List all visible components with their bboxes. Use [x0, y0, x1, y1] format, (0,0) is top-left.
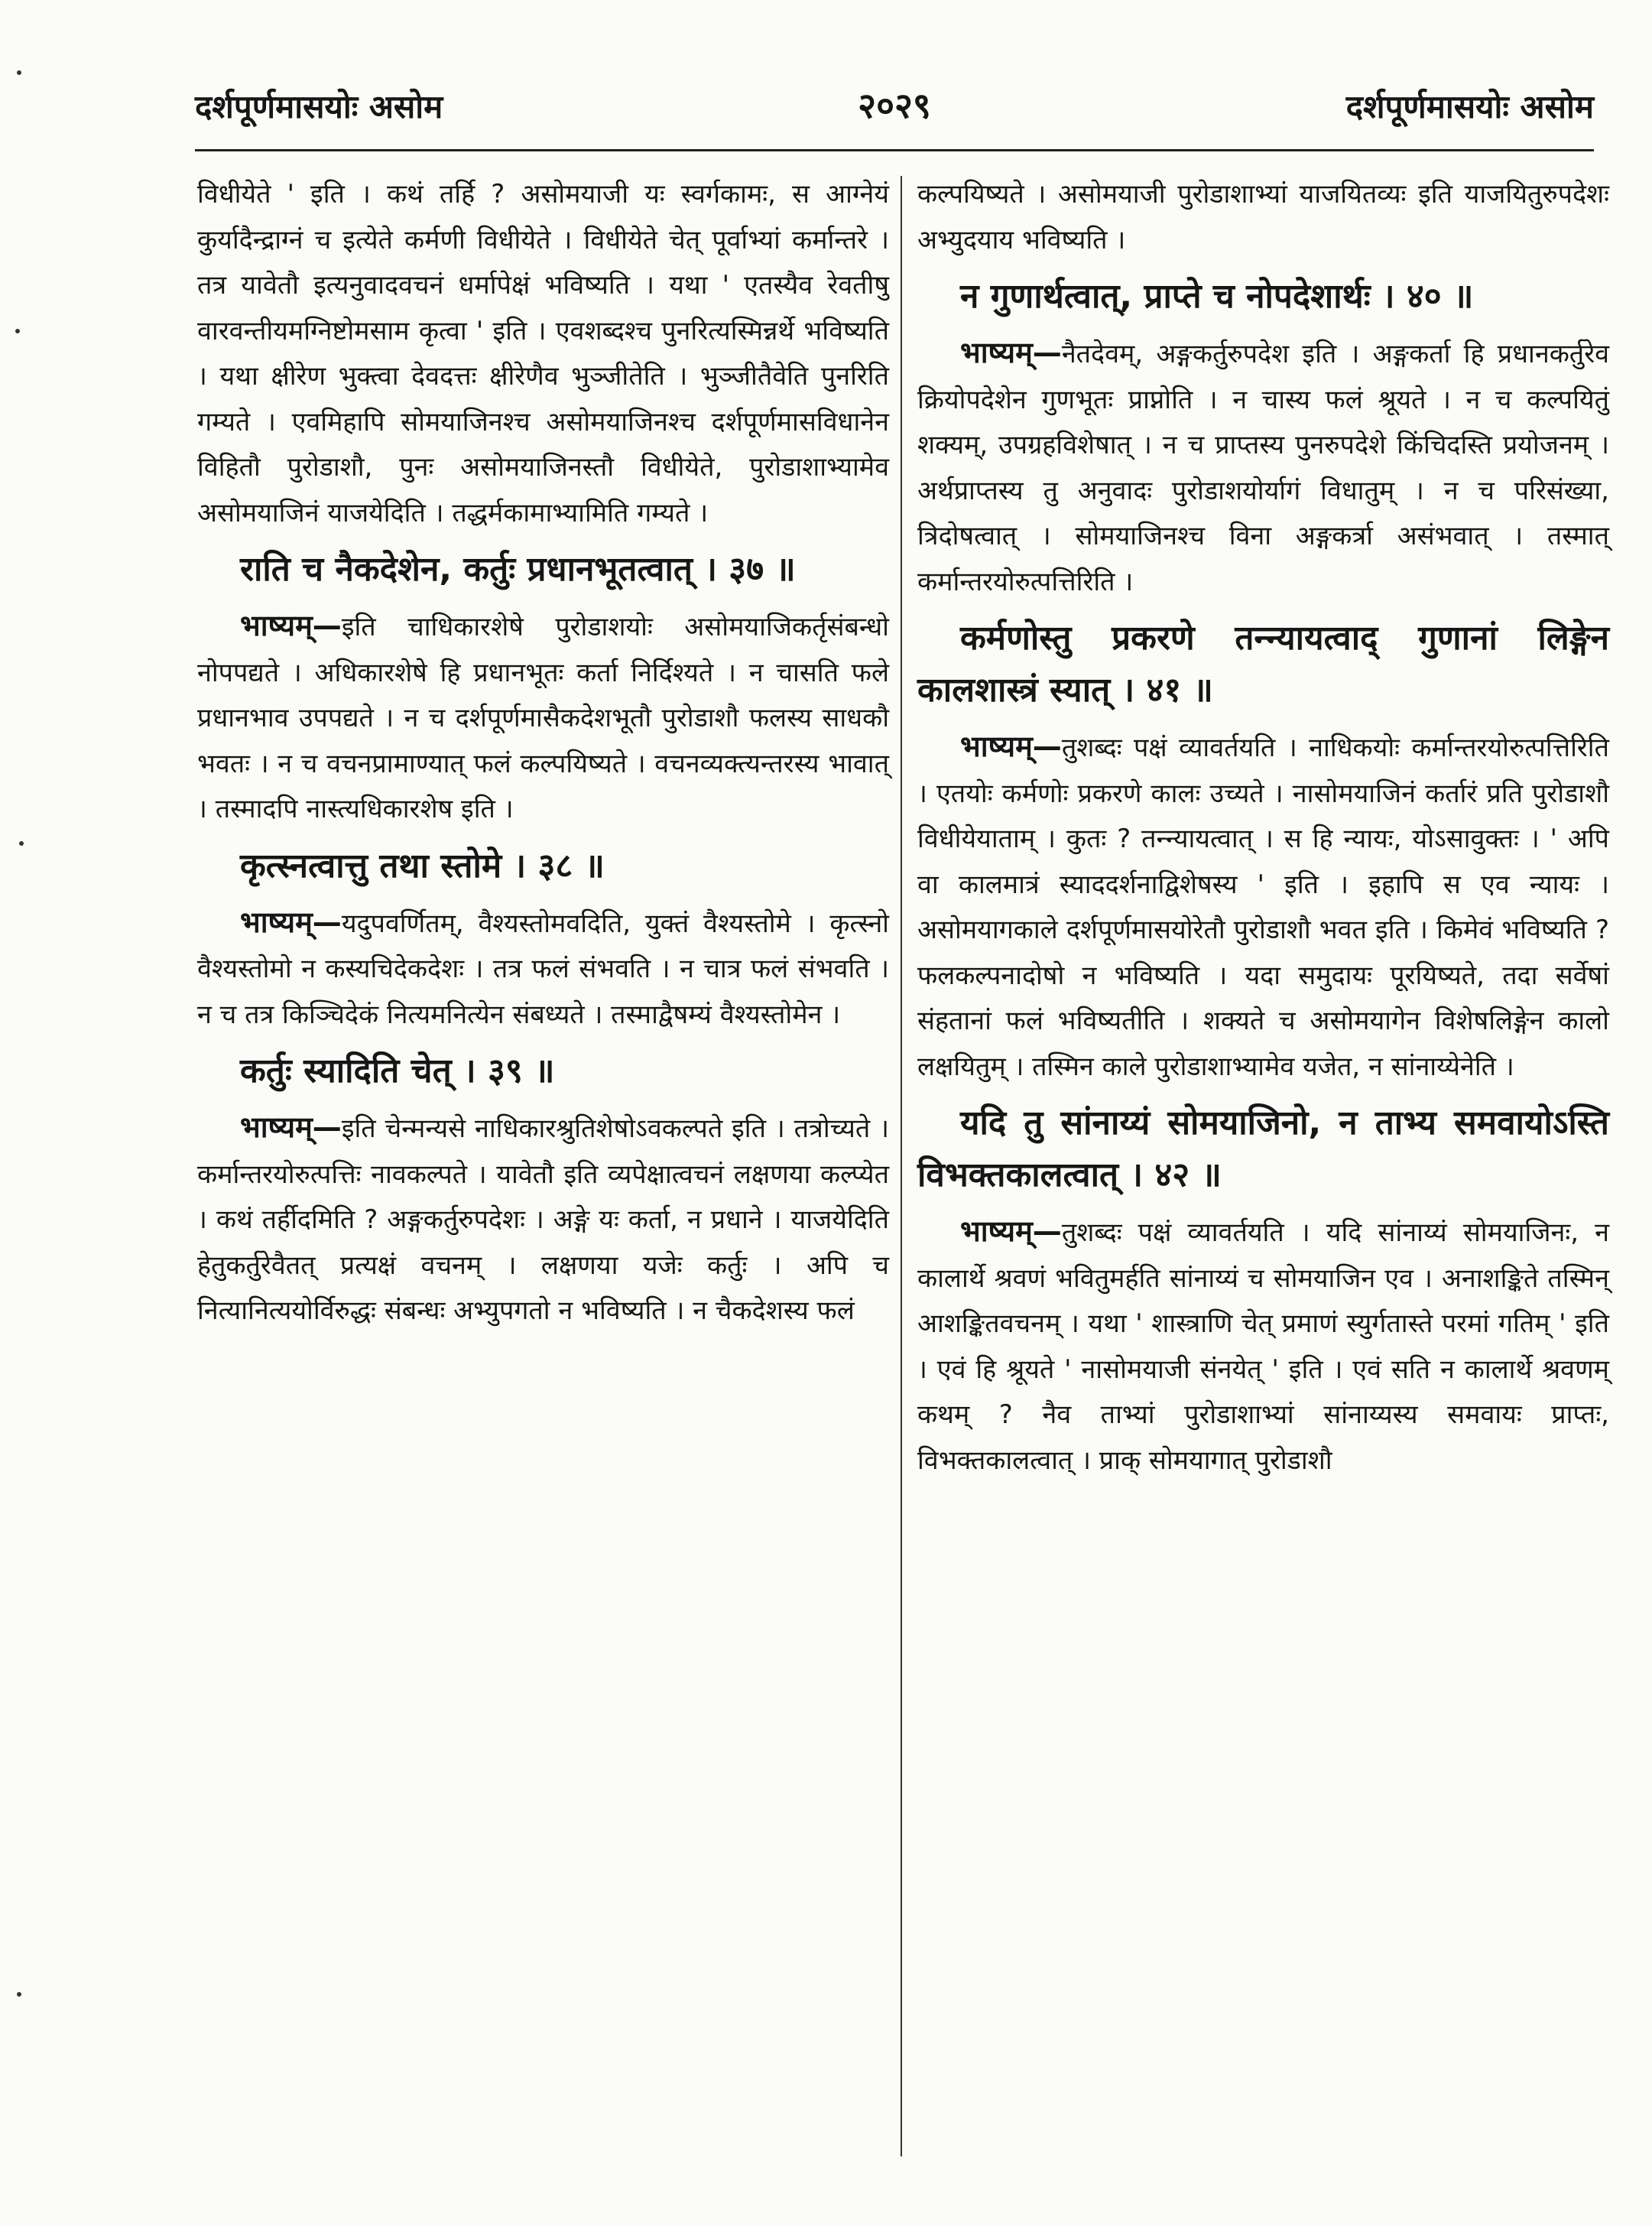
paragraph: विधीयेते ' इति । कथं तर्हि ? असोमयाजी यः स्वर्गकामः, स आग्नेयं कुर्यादैन्द्राग्नं च इत्येते कर्मणी विधीयेते । विधीयेते चेत् पूर्वाभ्यां कर्मान्तरे । तत्र यावेतौ इत्यनुवादवचनं धर्मापेक्षं भविष्यति । यथा ' एतस्यैव रेवतीषु वारवन्तीयमग्निष्टोमसाम कृत्वा ' इति । एवशब्दश्च पुनरित्यस्मिन्नर्थे भविष्यति । यथा क्षीरेण भुक्त्वा देवदत्तः क्षीरेणैव भुञ्जीतेति । भुञ्जीतैवेति पुनरिति गम्यते । एवमिहापि सोमयाजिनश्च असोमयाजिनश्च दर्शपूर्णमासविधानेन विहितौ पुरोडाशौ, पुनः असोमयाजिनस्तौ विधीयेते, पुरोडाशाभ्यामेव असोमयाजिनं याजयेदिति । तद्धर्मकामाभ्यामिति गम्यते ।	[197, 179, 889, 528]
bhashya-42	[917, 1209, 1609, 1483]
bhashya-label: भाष्यम्—	[960, 730, 1062, 763]
bhashya-text: इति चाधिकारशेषे पुरोडाशयोः असोमयाजिकर्तृसंबन्धो नोपपद्यते । अधिकारशेषे हि प्रधानभूतः कर्ता निर्दिश्यते । न चासति फले प्रधानभाव उपपद्यते । न च दर्शपूर्णमासैकदेशभूतौ पुरोडाशौ फलस्य साधकौ भवतः । न च वचनप्रामाण्यात् फलं कल्पयिष्यते । वचनव्यक्त्यन्तरस्य भावात् । तस्मादपि नास्त्यधिकारशेष इति ।	[197, 612, 889, 824]
header-right-title: दर्शपूर्णमासयोः असोम	[1345, 88, 1594, 125]
header-rule	[195, 149, 1594, 151]
bhashya-text: नैतदेवम्, अङ्गकर्तुरुपदेश इति । अङ्गकर्ता हि प्रधानकर्तुरेव क्रियोपदेशेन गुणभूतः प्राप्नोति । न चास्य फलं श्रूयते । न च कल्पयितुं शक्यम्, उपग्रहविशेषात् । न च प्राप्तस्य पुनरुपदेशे किंचिदस्ति प्रयोजनम् । अर्थप्राप्तस्य तु अनुवादः पुरोडाशयोर्यागं विधातुम् । न च परिसंख्या, त्रिदोषत्वात् । सोमयाजिनश्च विना अङ्गकर्त्रा असंभवात् । तस्मात् कर्मान्तरयोरुत्पत्तिरिति ।	[917, 339, 1609, 597]
running-header	[195, 76, 1594, 145]
bhashya-text: यदुपवर्णितम्, वैश्यस्तोमवदिति, युक्तं वैश्यस्तोमे । कृत्स्नो वैश्यस्तोमो न कस्यचिदेकदेशः । तत्र फलं संभवति । न चात्र फलं संभवति । न च तत्र किञ्चिदेकं नित्यमनित्येन संबध्यते । तस्माद्वैषम्यं वैश्यस्तोमेन ।	[197, 908, 889, 1030]
bhashya-label: भाष्यम्—	[960, 336, 1062, 369]
bhashya-label: भाष्यम्—	[240, 905, 342, 939]
bhashya-text: इति चेन्मन्यसे नाधिकारश्रुतिशेषोऽवकल्पते इति । तत्रोच्यते । कर्मान्तरयोरुत्पत्तिः नावकल्पते । यावेतौ इति व्यपेक्षात्वचनं लक्षणया कल्प्येत । कथं तर्हीदमिति ? अङ्गकर्तुरुपदेशः । अङ्गे यः कर्ता, न प्रधाने । याजयेदिति हेतुकर्तुरेवैतत् प्रत्यक्षं वचनम् । लक्षणया यजेः कर्तुः । अपि च नित्यानित्ययोर्विरुद्धः संबन्धः अभ्युपगतो न भविष्यति । न चैकदेशस्य फलं	[197, 1113, 889, 1326]
bhashya-41	[917, 724, 1609, 1090]
bhashya-39	[197, 1105, 889, 1334]
bhashya-37	[197, 603, 889, 833]
sutra-37: राति च नैकदेशेन, कर्तुः प्रधानभूतत्वात् । ३७ ॥	[240, 550, 796, 589]
scan-speck	[19, 841, 24, 846]
sutra-40: न गुणार्थत्वात्, प्राप्ते च नोपदेशार्थः । ४० ॥	[960, 277, 1474, 316]
bhashya-38	[197, 900, 889, 1038]
header-left-title: दर्शपूर्णमासयोः असोम	[195, 88, 443, 125]
scan-speck	[17, 1992, 21, 1997]
sutra-38: कृत्स्नत्वात्तु तथा स्तोमे । ३८ ॥	[240, 846, 605, 886]
bhashya-label: भाष्यम्—	[240, 1110, 342, 1144]
sutra-39: कर्तुः स्यादिति चेत् । ३९ ॥	[240, 1051, 555, 1090]
sutra-41: कर्मणोस्तु प्रकरणे तन्न्यायत्वाद् गुणानां लिङ्गेन कालशास्त्रं स्यात् । ४१ ॥	[917, 619, 1609, 710]
left-column	[197, 172, 889, 1339]
scan-speck	[15, 329, 20, 333]
scan-speck	[17, 70, 21, 75]
page-number: २०२९	[858, 85, 931, 126]
bhashya-label: भाष्यम्—	[240, 609, 342, 642]
bhashya-text: तुशब्दः पक्षं व्यावर्तयति । नाधिकयोः कर्मान्तरयोरुत्पत्तिरिति । एतयोः कर्मणोः प्रकरणे कालः उच्यते । नासोमयाजिनं कर्तारं प्रति पुरोडाशौ विधीयेयाताम् । कुतः ? तन्न्यायत्वात् । स हि न्यायः, योऽसावुक्तः । ' अपि वा कालमात्रं स्याददर्शनाद्विशेषस्य ' इति । इहापि स एव न्यायः । असोमयागकाले दर्शपूर्णमासयोरेतौ पुरोडाशौ भवत इति । किमेवं भविष्यति ? फलकल्पनादोषो न भविष्यति । यदा समुदायः पूरयिष्यते, तदा सर्वेषां संहतानां फलं भविष्यतीति । शक्यते च असोमयागेन विशेषलिङ्गेन कालो लक्षयितुम् । तस्मिन काले पुरोडाशाभ्यामेव यजेत, न सांनाय्येनेति ।	[917, 733, 1609, 1082]
sutra-42: यदि तु सांनाय्यं सोमयाजिनो, न ताभ्य समवायोऽस्ति विभक्तकालत्वात् । ४२ ॥	[917, 1103, 1609, 1194]
bhashya-label: भाष्यम्—	[960, 1214, 1062, 1248]
column-divider	[901, 176, 902, 2156]
right-column	[917, 172, 1609, 1488]
bhashya-text: तुशब्दः पक्षं व्यावर्तयति । यदि सांनाय्यं सोमयाजिनः, न कालार्थे श्रवणं भवितुमर्हति सांनाय्यं च सोमयाजिन एव । अनाशङ्किते तस्मिन् आशङ्कितवचनम् । यथा ' शास्त्राणि चेत् प्रमाणं स्युर्गतास्ते परमां गतिम् ' इति । एवं हि श्रूयते ' नासोमयाजी संनयेत् ' इति । एवं सति न कालार्थे श्रवणम् कथम् ? नैव ताभ्यां पुरोडाशाभ्यां सांनाय्यस्य समवायः प्राप्तः, विभक्तकालत्वात् । प्राक् सोमयागात् पुरोडाशौ	[917, 1217, 1609, 1476]
paragraph: कल्पयिष्यते । असोमयाजी पुरोडाशाभ्यां याजयितव्यः इति याजयितुरुपदेशः अभ्युदयाय भविष्यति ।	[917, 179, 1609, 255]
bhashya-40	[917, 330, 1609, 605]
